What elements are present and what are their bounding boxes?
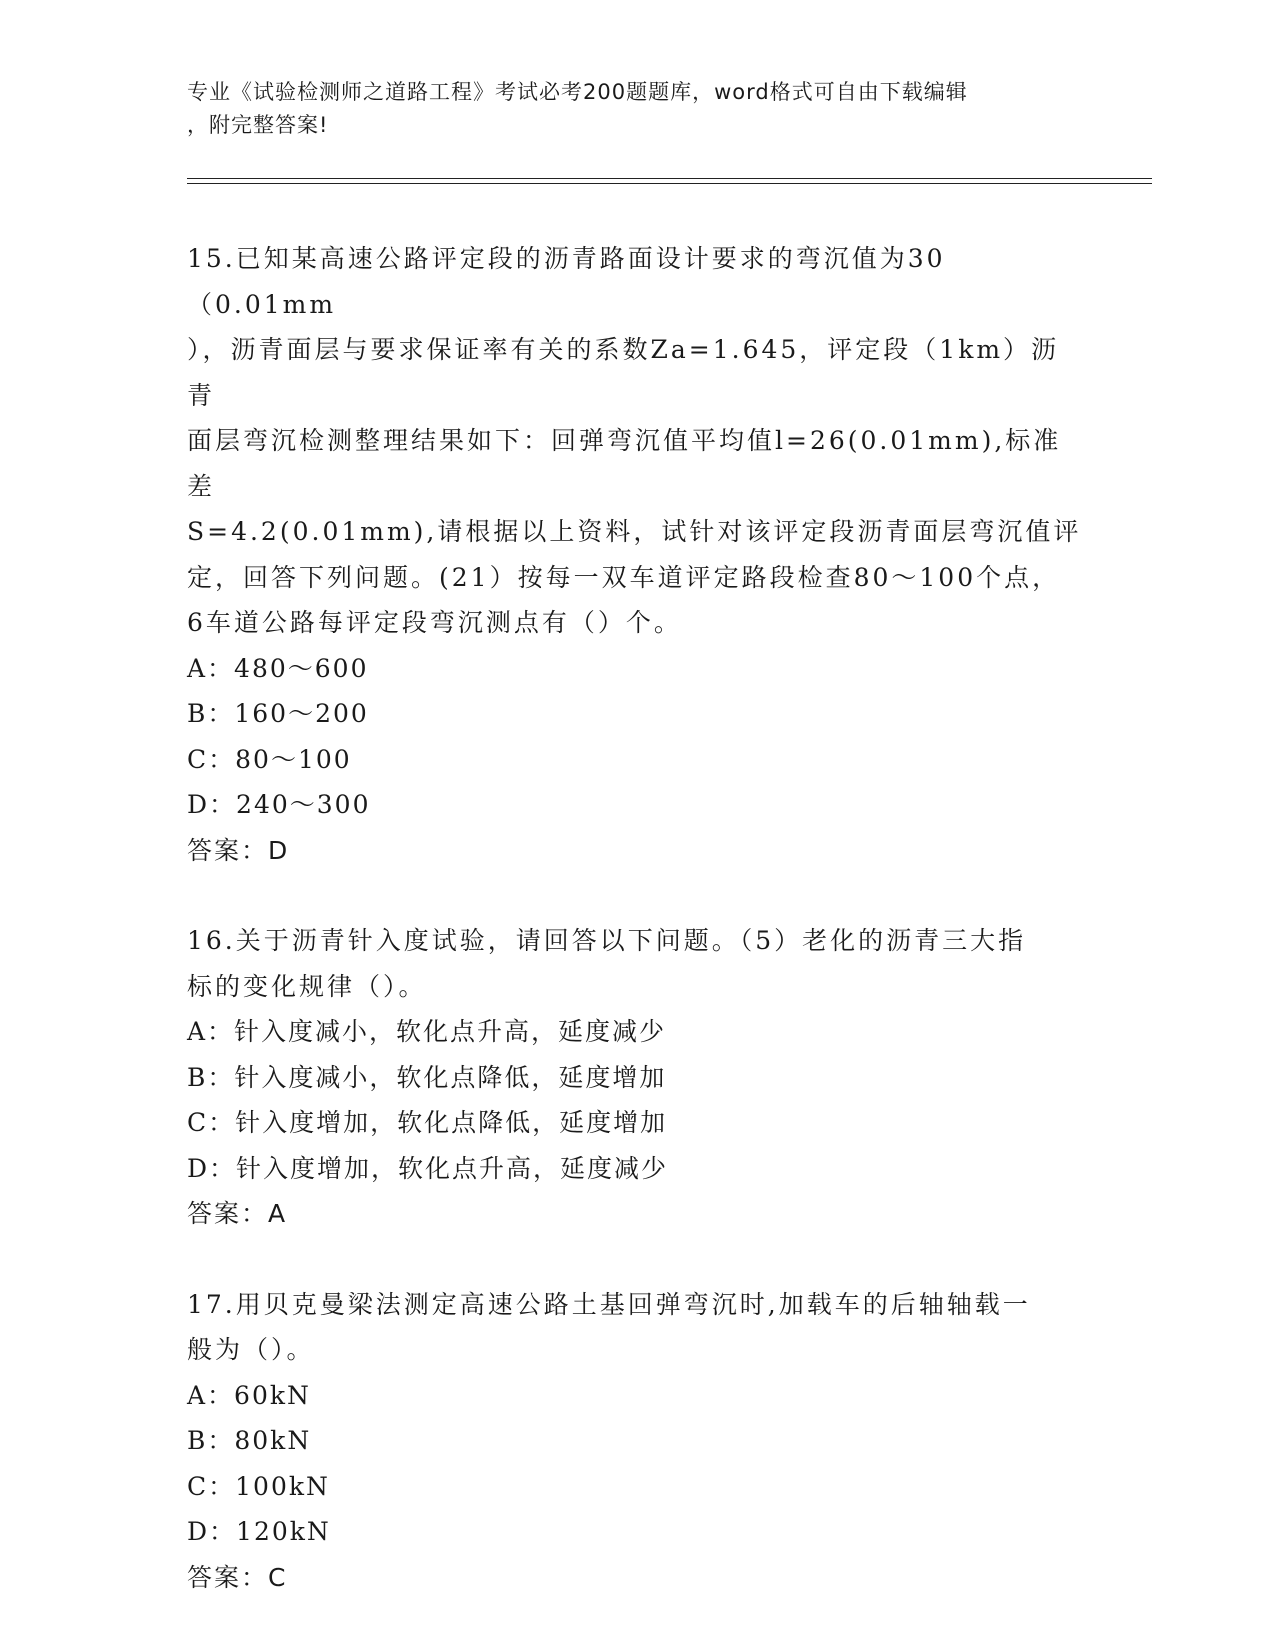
option-a: A：针入度减小，软化点升高，延度减少 <box>187 1017 667 1046</box>
header-divider-top <box>187 178 1152 179</box>
header-line-2: ，附完整答案! <box>187 113 329 137</box>
option-d: D：240～300 <box>187 790 371 819</box>
header-line-1: 专业《试验检测师之道路工程》考试必考200题题库，word格式可自由下载编辑 <box>187 80 968 104</box>
question-16 <box>187 918 1087 1237</box>
header-divider-bottom <box>187 183 1152 184</box>
stem-line: 标的变化规律（）。 <box>187 971 427 1001</box>
option-c: C：80～100 <box>187 744 352 774</box>
question-15 <box>187 236 1087 873</box>
stem-line: 16.关于沥青针入度试验，请回答以下问题。（5）老化的沥青三大指 <box>187 926 1027 955</box>
stem-line: 定，回答下列问题。(21）按每一双车道评定路段检查80～100个点， <box>187 562 1061 592</box>
option-d: D：针入度增加，软化点升高，延度减少 <box>187 1153 669 1183</box>
question-stem <box>187 236 1087 646</box>
answer: 答案：A <box>187 1199 288 1228</box>
stem-line: S=4.2(0.01mm),请根据以上资料，试针对该评定段沥青面层弯沉值评 <box>187 517 1082 546</box>
question-17 <box>187 1282 1087 1601</box>
question-list <box>187 236 1087 1645</box>
stem-line: ），沥青面层与要求保证率有关的系数Za=1.645，评定段（1km）沥青 <box>187 335 1060 410</box>
answer: 答案：D <box>187 835 290 865</box>
option-c: C：针入度增加，软化点降低，延度增加 <box>187 1108 668 1137</box>
option-a: A：60kN <box>187 1380 311 1410</box>
stem-line: 15.已知某高速公路评定段的沥青路面设计要求的弯沉值为30（0.01mm <box>187 244 946 319</box>
document-header <box>187 76 1067 142</box>
stem-line: 面层弯沉检测整理结果如下：回弹弯沉值平均值l=26(0.01mm),标准差 <box>187 426 1062 501</box>
stem-line: 6车道公路每评定段弯沉测点有（）个。 <box>187 608 682 637</box>
option-a: A：480～600 <box>187 653 369 683</box>
option-d: D：120kN <box>187 1517 331 1546</box>
option-b: B：针入度减小，软化点降低，延度增加 <box>187 1062 667 1092</box>
option-c: C：100kN <box>187 1471 330 1501</box>
stem-line: 17.用贝克曼梁法测定高速公路土基回弹弯沉时,加载车的后轴轴载一 <box>187 1289 1031 1319</box>
question-stem <box>187 1282 1087 1373</box>
question-stem <box>187 918 1087 1009</box>
stem-line: 般为（）。 <box>187 1335 315 1364</box>
answer: 答案：C <box>187 1562 288 1592</box>
option-b: B：160～200 <box>187 699 369 728</box>
option-b: B：80kN <box>187 1426 312 1455</box>
